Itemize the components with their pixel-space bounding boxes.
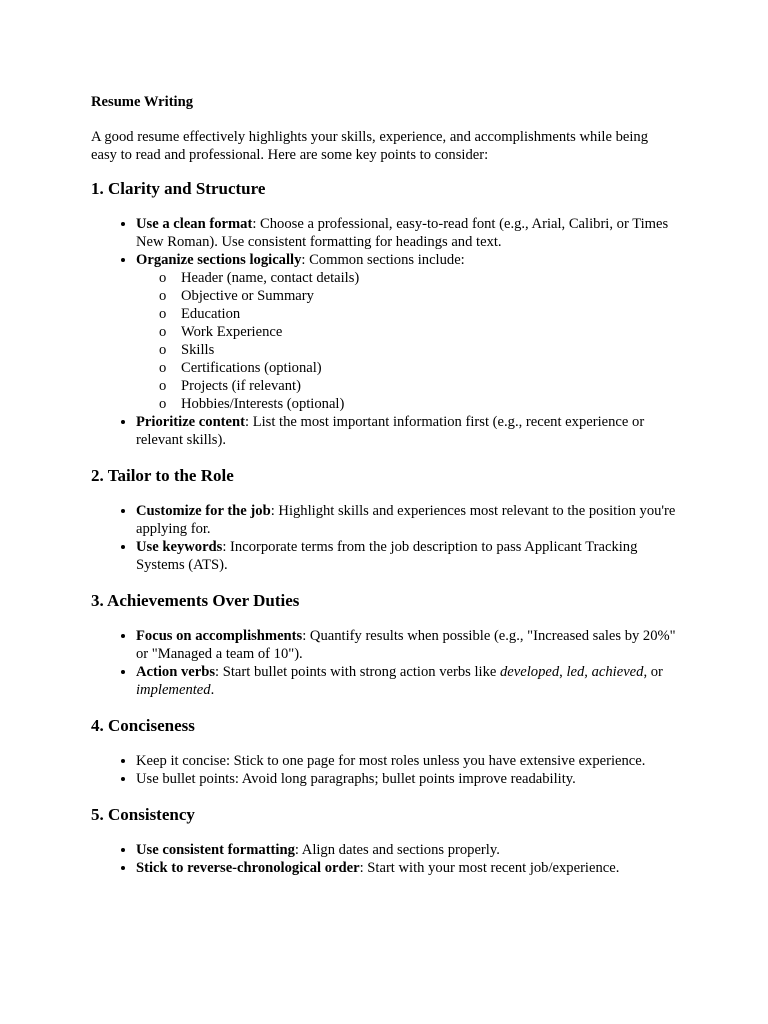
intro-paragraph: A good resume effectively highlights your skills, experience, and accomplishments while being easy to read and professional. Here are some key points to consider: <box>91 129 648 163</box>
section-heading-consistency: 5. Consistency <box>91 805 195 824</box>
separator: , or <box>643 664 663 680</box>
italic-term: developed <box>500 664 560 680</box>
list-item <box>136 859 676 877</box>
item-label: Use a clean format <box>136 216 253 232</box>
italic-term: led <box>566 664 585 680</box>
list-item <box>136 215 676 251</box>
sub-list-item: o Hobbies/Interests (optional) <box>181 395 676 413</box>
list-item <box>136 502 676 538</box>
item-label: Action verbs <box>136 664 216 680</box>
item-text: : Align dates and sections properly. <box>294 842 500 858</box>
item-end: . <box>210 682 215 698</box>
list-item: • Keep it concise: Stick to one page for most roles unless you have extensive experience. <box>136 752 676 770</box>
sub-list-item: o Certifications (optional) <box>181 359 676 377</box>
item-label: Prioritize content <box>136 414 245 430</box>
list-item <box>136 413 676 449</box>
bullet-list-achievements <box>91 627 676 699</box>
sub-list-item: o Projects (if relevant) <box>181 377 676 395</box>
item-text: : Choose a professional, easy-to-read font (e.g., Arial, Calibri, or Times New Roman). Use consistent formatting for headings and text. <box>136 216 669 250</box>
item-label: Customize for the job <box>136 503 271 519</box>
section-heading-clarity-structure: 1. Clarity and Structure <box>91 179 266 198</box>
item-text: : Highlight skills and experiences most relevant to the position you're applying for. <box>136 503 676 537</box>
item-text: : Common sections include: <box>301 252 465 268</box>
list-item <box>136 538 676 574</box>
item-label: Organize sections logically <box>136 252 302 268</box>
item-text: : List the most important information first (e.g., recent experience or relevant skills). <box>136 414 645 448</box>
sub-list-resume-sections <box>136 269 676 413</box>
list-item: • Use bullet points: Avoid long paragraphs; bullet points improve readability. <box>136 770 676 788</box>
list-item <box>136 841 676 859</box>
list-item <box>136 251 676 413</box>
section-heading-tailor-role: 2. Tailor to the Role <box>91 466 234 485</box>
document-title: Resume Writing <box>91 94 194 110</box>
sub-list-item: o Header (name, contact details) <box>181 269 676 287</box>
item-text: : Incorporate terms from the job description to pass Applicant Tracking Systems (ATS). <box>136 539 638 573</box>
item-label: Use keywords <box>136 539 223 555</box>
item-label: Stick to reverse-chronological order <box>136 860 360 876</box>
sub-list-item: o Work Experience <box>181 323 676 341</box>
item-text: : Start with your most recent job/experience. <box>359 860 620 876</box>
document-body <box>91 93 676 894</box>
item-text: : Start bullet points with strong action verbs like <box>215 664 500 680</box>
list-item <box>136 627 676 663</box>
separator: , <box>584 664 592 680</box>
separator: , <box>559 664 567 680</box>
bullet-list-clarity-structure <box>91 215 676 449</box>
sub-list-item: o Education <box>181 305 676 323</box>
list-item <box>136 663 676 699</box>
sub-list-item: o Skills <box>181 341 676 359</box>
section-heading-achievements: 3. Achievements Over Duties <box>91 591 300 610</box>
sub-list-item: o Objective or Summary <box>181 287 676 305</box>
bullet-list-conciseness <box>91 752 676 788</box>
italic-term: implemented <box>136 682 211 698</box>
item-label: Focus on accomplishments <box>136 628 303 644</box>
italic-term: achieved <box>591 664 644 680</box>
item-label: Use consistent formatting <box>136 842 295 858</box>
bullet-list-tailor-role <box>91 502 676 574</box>
section-heading-conciseness: 4. Conciseness <box>91 716 195 735</box>
item-text: : Quantify results when possible (e.g., "Increased sales by 20%" or "Managed a team of 10"). <box>136 628 676 662</box>
bullet-list-consistency <box>91 841 676 877</box>
